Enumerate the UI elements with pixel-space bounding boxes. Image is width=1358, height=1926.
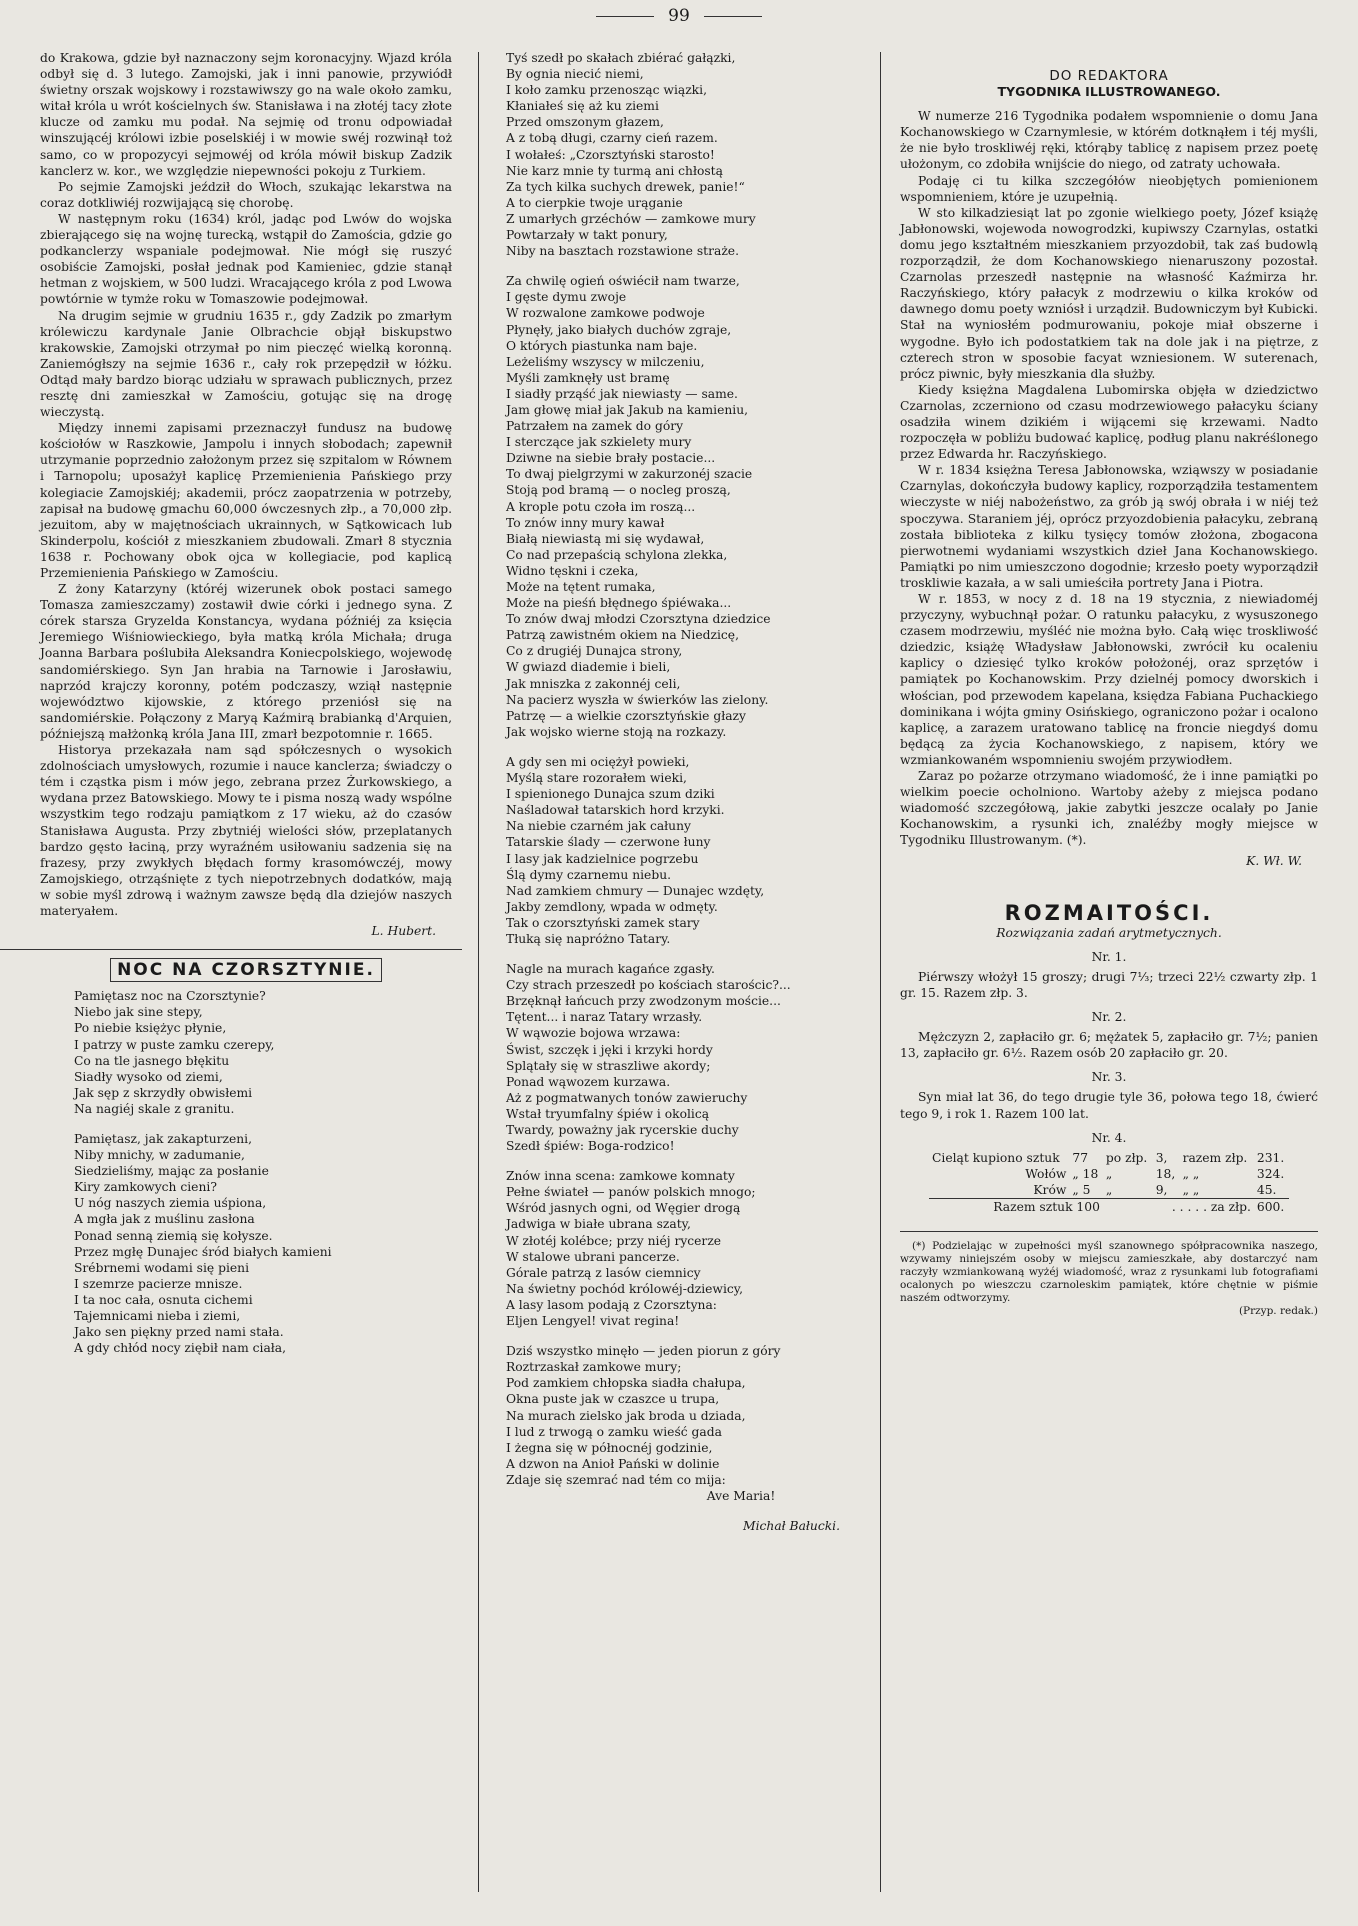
page-number (0, 6, 1358, 26)
poem-line: Jakby zemdlony, wpada w odmęty. (506, 899, 718, 914)
poem-stanza (506, 1343, 856, 1504)
poem-line: Okna puste jak w czaszce u trupa, (506, 1392, 720, 1407)
poem-line: Za chwilę ogień oświécił nam twarze, (506, 274, 740, 289)
poem-line: I ta noc cała, osnuta cichemi (74, 1292, 253, 1307)
poem-line: Splątały się w straszliwe akordy; (506, 1058, 711, 1073)
page-number-text: 99 (668, 6, 690, 26)
poem-line: Ave Maria! (706, 1488, 776, 1503)
table-cell: „ 18 (1072, 1166, 1099, 1181)
poem-line: Myślą stare rozorałem wieki, (506, 771, 687, 786)
poem-line: I patrzy w puste zamku czerepy, (74, 1037, 275, 1052)
table-cell: 77 (1072, 1150, 1089, 1165)
poem-line: Czy strach przeszedł po kościach starościc?... (506, 978, 791, 993)
poem-line: I spienionego Dunajca szum dziki (506, 787, 715, 802)
poem-stanza (506, 1168, 856, 1329)
table-row (929, 1150, 1289, 1166)
poem-part-2 (506, 50, 856, 1504)
cattle-table (929, 1150, 1289, 1215)
poem-line: Tętent... i naraz Tatary wrzasły. (506, 1010, 703, 1025)
poem-line: A lasy lasom podają z Czorsztyna: (506, 1297, 717, 1312)
poem-line: Nad zamkiem chmury — Dunajec wzdęty, (506, 883, 765, 898)
poem-line: Świst, szczęk i jęki i krzyki hordy (506, 1042, 713, 1057)
table-cell: Wołów (1025, 1166, 1067, 1181)
poem-line: Przez mgłę Dunajec śród białych kamieni (74, 1244, 332, 1259)
poem-line: Co z drugiéj Dunajca strony, (506, 644, 683, 659)
poem-line: Naśladował tatarskich hord krzyki. (506, 803, 725, 818)
table-cell: „ (1105, 1166, 1113, 1181)
table-row (929, 1182, 1289, 1199)
poem-line: Jak wojsko wierne stoją na rozkazy. (506, 724, 727, 739)
poem-line: Jadwiga w białe ubrana szaty, (506, 1217, 691, 1232)
poem-line: Tyś szedł po skałach zbiérać gałązki, (506, 51, 736, 65)
letter-paragraph: Zaraz po pożarze otrzymano wiadomość, że i inne pamiątki po wielkim poecie ocholniono. Wartoby ażeby z miejsca podano wiadomość szczegółową, jakie zabytki jeszcze ocalały po Janie Kochanowskim, a rysunki ich, znaléźby mogły miejsce w Tygodniku Illustrowanym. (*). (900, 769, 1318, 848)
table-cell: Cieląt kupiono sztuk (932, 1150, 1060, 1165)
table-cell: po złp. (1105, 1150, 1148, 1165)
article-end (40, 50, 452, 939)
poem-line: Ponad wąwozem kurzawa. (506, 1074, 671, 1089)
poem-line: Wśród jasnych ogni, od Węgier drogą (506, 1201, 741, 1216)
poem-line: Brzęknął łańcuch przy zwodzonym moście... (506, 994, 781, 1009)
column-3 (900, 50, 1318, 1318)
poem-line: Leżeliśmy wszyscy w milczeniu, (506, 354, 705, 369)
column-2 (506, 50, 856, 1534)
column-1 (40, 50, 452, 1370)
poem-line: Za tych kilka suchych drewek, panie!“ (506, 179, 745, 194)
poem-line: A gdy chłód nocy ziębił nam ciała, (74, 1341, 287, 1356)
poem-line: Na murach zielsko jak broda u dziada, (506, 1408, 746, 1423)
article-paragraph: Po sejmie Zamojski jeździł do Włoch, szukając lekarstwa na coraz dotkliwiéj rozwijającą się chorobę. (40, 179, 452, 210)
poem-line: Tatarskie ślady — czerwone łuny (506, 835, 711, 850)
poem-line: Po niebie księżyc płynie, (74, 1021, 227, 1036)
poem-line: A mgła jak z muślinu zasłona (74, 1212, 255, 1227)
poem-line: Niebo jak sine stepy, (74, 1005, 203, 1020)
section-divider (0, 949, 462, 950)
poem-line: Tak o czorsztyński zamek stary (506, 915, 700, 930)
section-heading-rozmaitosci: ROZMAITOŚCI. (1004, 900, 1214, 925)
poem-line: Roztrzaskał zamkowe mury; (506, 1360, 682, 1375)
footnote-credit: (Przyp. redak.) (1238, 1305, 1318, 1318)
poem-line: Nagle na murach kagańce zgasły. (506, 962, 715, 977)
poem-line: Twardy, poważny jak rycerskie duchy (506, 1123, 739, 1137)
poem-line: To dwaj pielgrzymi w zakurzonéj szacie (506, 467, 753, 482)
article-paragraph: Na drugim sejmie w grudniu 1635 r., gdy Zadzik po zmarłym królewiczu kardynale Janie Olbrachcie objął biskupstwo krakowskie, Zamojski otrzymał po nim pieczęć wielką koronną. Zaniemógłszy na sejmie 1636 r., cały rok przepędził w łóżku. Odtąd mały bardzo biorąc udziału w sprawach publicznych, przez resztę dni zamieszkał w Zamościu, gotując się na drogę wieczystą. (40, 308, 452, 420)
poem-line: A krople potu czoła im roszą... (506, 499, 696, 514)
poem-line: Jak mniszka z zakonnéj celi, (506, 676, 681, 691)
article-paragraph: Z żony Katarzyny (któréj wizerunek obok postaci samego Tomasza zamieszczamy) zostawił dwie córki i jednego syna. Z córek starsza Gryzelda Konstancya, wydana późniéj za księcia Jeremiego Wiśniowieckiego, była matką króla Michała; druga Joanna Barbara poślubiła Aleksandra Koniecpolskiego, wojewodę sandomiérskiego. Syn Jan hrabia na Tarnowie i Jarosławiu, naprzód krajczy koronny, potém podczaszy, wziął następnie województwo kijowskie, z którego przeniósł się na sandomiérskie. Połączony z Maryą Kaźmirą brabianką d'Arquien, późniejszą małżonką króla Jana III, zmarł bezpotomnie r. 1665. (40, 582, 452, 741)
poem-line: Patrzą zawistném okiem na Niedzicę, (506, 628, 739, 643)
table-cell: . . . . . za złp. (1103, 1199, 1254, 1216)
poem-line: Srébrnemi wodami się pieni (74, 1260, 250, 1275)
poem-line: Jam głowę miał jak Jakub na kamieniu, (506, 402, 749, 417)
poem-line: Pełne świateł — panów polskich mnogo; (506, 1185, 756, 1200)
poem-stanza (74, 1131, 452, 1356)
problem-solution: Piérwszy włożył 15 groszy; drugi 7⅓; trzeci 22½ czwarty złp. 1 gr. 15. Razem złp. 3. (900, 969, 1318, 1000)
table-cell: „ 5 (1072, 1182, 1091, 1197)
article-paragraph: Między innemi zapisami przeznaczył fundusz na budowę kościołów w Raszkowie, Jampolu i innych słobodach; zapewnił utrzymanie poprzednio założonym przez się szpitalom w Równem i Tarnopolu; uposażył kaplicę Przemienienia Pańskiego przy kolegiacie Zamojskiéj; akademii, prócz zaopatrzenia w potrzeby, zapisał na budowę gmachu 60,000 ówczesnych złp., a 70,000 złp. jezuitom, aby w majętnościach ukrainnych, w Sątkowicach lub Skinderpolu, kościół z mieszkaniem zbudowali. Zmarł 8 stycznia 1638 r. Pochowany obok ojca w kollegiacie, pod kaplicą Przemienienia Pańskiego w Zamościu. (40, 421, 452, 580)
poem-line: Przed omszonym głazem, (506, 115, 664, 130)
poem-line: Pod zamkiem chłopska siadła chałupa, (506, 1376, 746, 1391)
table-cell: 231. (1256, 1150, 1285, 1165)
poem-line: Stoją pod bramą — o nocleg proszą, (506, 483, 731, 498)
page-number-rule-left (596, 16, 654, 17)
poem-line: Znów inna scena: zamkowe komnaty (506, 1169, 735, 1184)
article-paragraph: do Krakowa, gdzie był naznaczony sejm koronacyjny. Wjazd króla odbył się d. 3 lutego. Zamojski, jak i inni panowie, przywiódł świetny orszak wojskowy i rozstawiwszy go na wale około zamku, witał króla u wrót kościelnych św. Stanisława i na złotéj tacy złote klucze od zamku mu podał. Na sejmię od tronu odpowiadał winszującéj królowi izbie poselskiéj i w mowie swéj rozwinął toż samo, co w propozycyi sejmowéj od króla mówił biskup Zadzik kanclerz w. kor., we względzie niepewności pokoju z Turkiem. (40, 51, 452, 178)
poem-line: By ognia niecić niemi, (506, 67, 644, 82)
letter-paragraph: Podaję ci tu kilka szczegółów nieobjętych pomienionem wspomnieniem, które je uzupełnią. (900, 173, 1318, 204)
table-total-row (929, 1199, 1289, 1216)
footnote-text: (*) Podzielając w zupełności myśl szanownego spółpracownika naszego, wzywamy niniejszém osoby w miejscu zamieszkałe, aby dostarczyć nam raczyły wzmiankowaną wyżéj wiadomość, wraz z rysunkami lub fotografiami ocalonych po wieszczu czarnoleskim pamiątek, które chętnie w piśmie naszém odtworzymy. (900, 1240, 1318, 1305)
article-signature: L. Hubert. (371, 924, 436, 939)
table-row (929, 1166, 1289, 1182)
poem-line: I żegna się w północnéj godzinie, (506, 1440, 713, 1455)
poem-line: Tajemnicami nieba i ziemi, (74, 1309, 241, 1324)
letter-paragraph: W sto kilkadziesiąt lat po zgonie wielkiego poety, Józef książę Jabłonowski, wojewoda nowogrodzki, kupiwszy Czarnylas, ostatki domu jego kształtném mieszkaniem przyozdobił, tak zaś budowlą rozporządził, że dom Kochanowskiego nienaruszony pozostał. Czarnolas przeszedł następnie na własność Kaźmirza hr. Raczyńskiego, który pałacyk z modrzewiu o kilka kroków od dawnego domu poety wzniósł i urządził. Budowniczym był Kubicki. Stał na wyniosłém podmurowaniu, pokoje miał obszerne i wygodne. Było ich podostatkiem tak na dole jak i na piętrze, z czterech stron w sposobie facyat wzniesionem. W suterenach, prócz piwnic, były mieszkania dla służby. (900, 205, 1318, 381)
poem-line: Myśli zamknęły ust bramę (506, 370, 670, 385)
letter-signature: K. Wł. W. (1246, 853, 1302, 868)
poem-line: Eljen Lengyel! vivat regina! (506, 1314, 680, 1329)
poem-line: Jako sen piękny przed nami stała. (74, 1325, 284, 1340)
table-cell: „ „ (1182, 1166, 1200, 1181)
problem-label: Nr. 4. (1091, 1130, 1127, 1145)
poem-line: Płynęły, jako białych duchów zgraje, (506, 322, 732, 337)
column-divider-2 (880, 52, 881, 1892)
table-cell: 324. (1256, 1166, 1285, 1181)
letter-paragraph: W r. 1853, w nocy z d. 18 na 19 stycznia, z niewiadoméj przyczyny, wybuchnął pożar. O ratunku pałacyku, z wysuszonego czasem modrzewiu, myśléć nie można było. Całą więc troskliwość dziedzic, książę Władysław Jabłonowski, zwrócił ku ocaleniu kaplicy o dziesięć tylko kroków położonéj, oraz sprzętów i pamiątek po Kochanowskim. Przy dzielnéj pomocy dworskich i włościan, pod przewodem kapelana, księdza Fabiana Puchackiego dominikana i wójta gminy Osińskiego, ograniczono pożar i ocalono kaplicę, a zarazem uratowano tablicę na froncie niegdyś domu będącą za życia Kochanowskiego, z napisem, który we wzmiankowaném wspomnieniu swojém przywiodłem. (900, 592, 1318, 767)
poem-line: Może na pieśń błędnego śpiéwaka... (506, 596, 732, 611)
poem-line: W stalowe ubrani pancerze. (506, 1249, 680, 1264)
poem-signature: Michał Bałucki. (742, 1519, 840, 1534)
poem-line: Siedzieliśmy, mając za posłanie (74, 1164, 269, 1179)
poem-line: W złotéj kolébce; przy niéj rycerze (506, 1233, 722, 1248)
poem-line: Siadły wysoko od ziemi, (74, 1069, 223, 1084)
poem-line: I lasy jak kadzielnice pogrzebu (506, 851, 699, 866)
poem-line: I lud z trwogą o zamku wieść gada (506, 1424, 722, 1439)
table-cell: Razem sztuk 100 (929, 1199, 1103, 1216)
poem-stanza (74, 988, 452, 1117)
poem-line: Dziś wszystko minęło — jeden piorun z góry (506, 1344, 781, 1359)
page-number-rule-right (704, 16, 762, 17)
poem-part-1 (40, 988, 452, 1356)
poem-line: Górale patrzą z lasów ciemnicy (506, 1265, 701, 1280)
poem-stanza (506, 754, 856, 947)
poem-line: Patrzałem na zamek do góry (506, 419, 684, 434)
poem-line: Może na tętent rumaka, (506, 580, 656, 594)
poem-line: Na nagiéj skale z granitu. (74, 1101, 235, 1116)
poem-title-text: NOC NA CZORSZTYNIE. (110, 958, 382, 982)
poem-line: I wołałeś: „Czorsztyński starosto! (506, 147, 715, 162)
poem-line: Z umarłych grzéchów — zamkowe mury (506, 211, 756, 226)
footnote (900, 1231, 1318, 1318)
table-cell: 18, (1155, 1166, 1176, 1181)
poem-line: Co nad przepaścią schylona zlekka, (506, 547, 728, 562)
poem-line: I koło zamku przenosząc wiązki, (506, 83, 707, 98)
poem-line: I szemrze pacierze mnisze. (74, 1276, 243, 1291)
poem-stanza (506, 50, 856, 259)
poem-line: Widno tęskni i czeka, (506, 563, 639, 578)
poem-line: Niby mnichy, w zadumanie, (74, 1148, 245, 1163)
letter-paragraph: W r. 1834 księżna Teresa Jabłonowska, wziąwszy w posiadanie Czarnylas, dokończyła budowy kaplicy, rozporządziła testamentem wieczyste w niéj nabożeństwo, za grób ją swój obrała i w niéj też spoczywa. Staraniem jéj, oprócz przyozdobienia pałacyku, zebraną została biblioteka z kilku tysięcy tomów złożona, zbogacona pierwotnemi wydaniami wszystkich dzieł Jana Kochanowskiego. Pamiątki po nim umieszczono dogodnie; krzesło poety wyporządził troskliwie kazała, a w sali umieściła portrety Jana i Piotra. (900, 463, 1318, 590)
poem-line: W gwiazd diademie i bieli, (506, 660, 671, 675)
poem-line: W rozwalone zamkowe podwoje (506, 306, 705, 321)
poem-line: Dziwne na siebie brały postacie... (506, 451, 716, 466)
poem-line: Ponad senną ziemią się kołysze. (74, 1228, 273, 1243)
table-cell: Krów (1033, 1182, 1067, 1197)
poem-line: I sterczące jak szkielety mury (506, 435, 692, 450)
poem-line: Na pacierz wyszła w świerków las zielony. (506, 692, 769, 707)
poem-line: Patrzę — a wielkie czorsztyńskie głazy (506, 708, 746, 723)
table-cell: „ (1105, 1182, 1113, 1197)
section-subheading: Rozwiązania zadań arytmetycznych. (996, 925, 1222, 940)
poem-line: Białą niewiastą mi się wydawał, (506, 531, 705, 546)
column-divider-1 (478, 52, 479, 1892)
table-cell: 45. (1256, 1182, 1277, 1197)
poem-line: W wąwozie bojowa wrzawa: (506, 1026, 681, 1041)
poem-line: Na niebie czarném jak całuny (506, 819, 691, 834)
problem-solution: Mężczyzn 2, zapłaciło gr. 6; mężatek 5, zapłaciło gr. 7½; panien 13, zapłaciło gr. 6½. Razem osób 20 zapłaciło gr. 20. (900, 1030, 1318, 1061)
poem-line: I siadły prząść jak niewiasty — same. (506, 386, 738, 401)
table-cell: 3, (1155, 1150, 1168, 1165)
article-paragraph: Historya przekazała nam sąd spółczesnych o wysokich zdolnościach umysłowych, rozumie i nauce kanclerza; świadczy o tém i cząstka pism i mów jego, zebrana przez Żurkowskiego, a wydana przez Batowskiego. Mowy te i pisma noszą wady wspólne wszystkim tego rodzaju pamiątkom z 17 wieku, aż do czasów Stanisława Augusta. Przy zbytniéj wielości słów, przeplatanych bardzo gęsto łaciną, przy wyraźném usiłowaniu sadzenia się na frazesy, przy zwykłych błędach formy krasomówczéj, mowy Zamojskiego, otrząśnięte z tych niepotrzebnych dodatków, mają w sobie myśl zdrową i ważnym zawsze będą dla dziejów naszych materyałem. (40, 743, 452, 918)
poem-line: Kłaniałeś się aż ku ziemi (506, 99, 659, 114)
article-paragraph: W następnym roku (1634) król, jadąc pod Lwów do wojska zbierającego się na wojnę turecką, wstąpił do Zamościa, gdzie go podkanclerzy wspaniale podejmował. Nie mógł się ruszyć osobiście Zamojski, posłał jednak pod Kamieniec, gdzie stanął hetman z wojskiem, w 500 ludzi. Wracającego króla z pod Lwowa powtórnie w tymże roku w Tomaszowie podejmował. (40, 211, 452, 307)
poem-line: Co na tle jasnego błękitu (74, 1053, 230, 1068)
problem-label: Nr. 3. (1091, 1070, 1127, 1085)
poem-stanza (506, 961, 856, 1154)
poem-line: Pamiętasz noc na Czorsztynie? (74, 989, 266, 1004)
poem-line: Powtarzały w takt ponury, (506, 228, 668, 243)
table-cell: 600. (1254, 1199, 1289, 1216)
poem-line: To znów dwaj młodzi Czorsztyna dziedzice (506, 612, 771, 627)
poem-line: A to cierpkie twoje urąganie (506, 195, 683, 210)
poem-line: A z tobą długi, czarny cień razem. (506, 131, 718, 146)
poem-line: O których piastunka nam baje. (506, 338, 698, 353)
letter-paragraph: Kiedy księżna Magdalena Lubomirska objęła w dziedzictwo Czarnolas, zczerniono od czasu modrzewiowego pałacyku ściany osadziła winem dzikiém i wijącemi się krzewami. Nadto rozpoczęła w pobliżu budować kaplicę, podług planu nakréślonego przez Edwarda hr. Raczyńskiego. (900, 382, 1318, 462)
table-cell: razem złp. (1182, 1150, 1248, 1165)
problem-solution: Syn miał lat 36, do tego drugie tyle 36, połowa tego 18, ćwierć tego 9, i rok 1. Razem 100 lat. (900, 1090, 1318, 1121)
poem-line: Ślą dymy czarnemu niebu. (506, 867, 672, 882)
poem-line: Tłuką się napróżno Tatary. (506, 931, 671, 946)
poem-line: Szedł śpiéw: Boga-rodzico! (506, 1139, 675, 1154)
poem-line: Niby na basztach rozstawione straże. (506, 244, 739, 259)
letter-paragraph: W numerze 216 Tygodnika podałem wspomnienie o domu Jana Kochanowskiego w Czarnymlesie, w którém dotknąłem i téj myśli, że nie było troskliwéj ręki, którąby tablicę z napisem przez poetę ułożonym, co zdobiła wnijście do niego, od zatraty uchowała. (900, 109, 1318, 172)
table-cell: 9, (1155, 1182, 1168, 1197)
poem-line: To znów inny mury kawał (506, 515, 665, 530)
letter-heading: DO REDAKTORA (1049, 68, 1169, 84)
letter-subheading: TYGODNIKA ILLUSTROWANEGO. (997, 84, 1221, 100)
poem-line: I gęste dymu zwoje (506, 290, 627, 305)
poem-line: A dzwon na Anioł Pański w dolinie (506, 1456, 720, 1471)
problem-label: Nr. 2. (1091, 1010, 1127, 1025)
poem-line: Kiry zamkowych cieni? (74, 1180, 217, 1195)
poem-line: Pamiętasz, jak zakapturzeni, (74, 1132, 253, 1146)
poem-stanza (506, 273, 856, 740)
poem-line: Aż z pogmatwanych tonów zawieruchy (506, 1090, 748, 1105)
poem-line: Jak sęp z skrzydły obwisłemi (74, 1085, 253, 1100)
poem-line: Na świetny pochód królowéj-dziewicy, (506, 1281, 743, 1296)
poem-title (40, 960, 452, 981)
poem-line: A gdy sen mi ociężył powieki, (506, 754, 690, 769)
poem-line: Nie karz mnie ty turmą ani chłostą (506, 163, 723, 178)
problem-label: Nr. 1. (1091, 949, 1127, 964)
poem-line: U nóg naszych ziemia uśpiona, (74, 1196, 267, 1211)
table-cell: „ „ (1182, 1182, 1200, 1197)
poem-line: Zdaje się szemrać nad tém co mija: (506, 1472, 726, 1487)
poem-line: Wstał tryumfalny śpiéw i okolicą (506, 1106, 710, 1121)
